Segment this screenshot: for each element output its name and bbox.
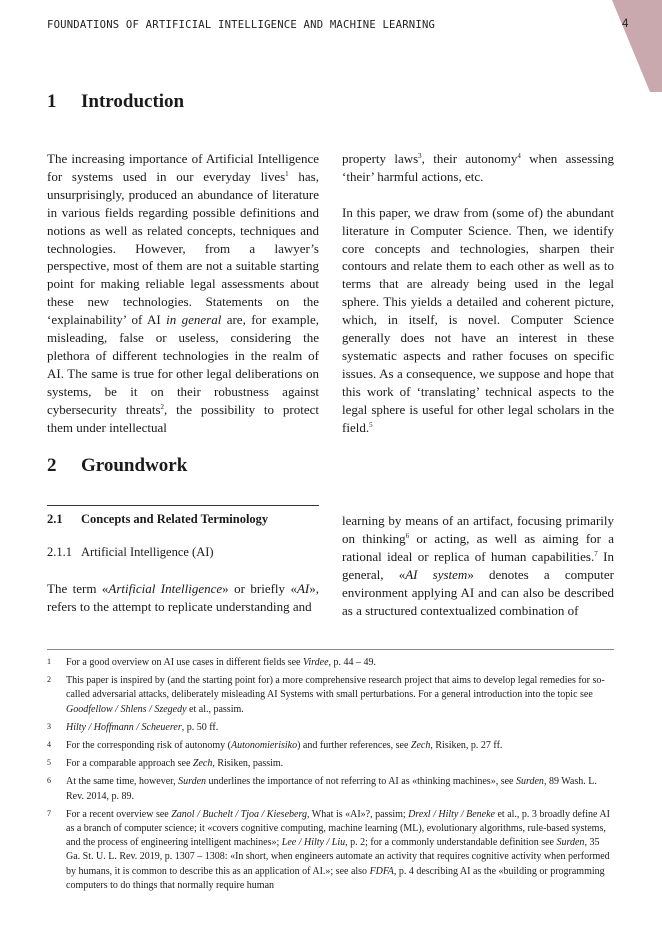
footnotes [47, 656, 614, 897]
paragraph: The increasing importance of Artificial Intelligence for systems used in our everyday lives$^1$ has, unsurprisingly, produced an abundance of literature in various fields regarding possible definitions and notions as well as related concepts, techniques and technologies. However, from a lawyer’s perspective, most of them are not a suitable starting point for making reliable legal assessments about these new technologies. Statements on the ‘explainability’ of AI in general are, for example, misleading, false or useless, considering the plethora of different technologies in the realm of AI. The same is true for other legal deliberations on systems, be it on their robustness against cybersecurity threats$^2$, the possibility to protect them under intellectual [47, 151, 320, 435]
page-number: 4 [622, 18, 629, 30]
section-title: Groundwork [81, 455, 188, 476]
footnote: 5 For a comparable approach see Zech, Risiken, passim. [47, 758, 284, 770]
section-1-heading [47, 91, 184, 113]
footnote-ref[interactable]: 4 [517, 152, 521, 160]
section-2-heading [47, 455, 187, 477]
footnote-ref[interactable]: 2 [160, 402, 165, 411]
footnote: 3 Hilty / Hoffmann / Scheuerer, p. 50 ff. [47, 721, 219, 733]
subsubsection-heading: 2.1.1 Artificial Intelligence (AI) [47, 545, 214, 559]
paragraph: learning by means of an artifact, focusing primarily on thinking$^6$ or acting, as well as aiming for a rational ideal or replica of human capabilities.$^7$ In general, «AI system» denotes a computer environment applying AI and can also be described as a structured contextualized combination of [342, 513, 614, 618]
section-number: 1 [47, 91, 57, 112]
intro-right-column [342, 150, 614, 436]
footnote: 4 For the corresponding risk of autonomy (Autonomierisiko) and further references, see Zech, Risiken, p. 27 ff. [47, 740, 503, 752]
footnote-separator [47, 649, 614, 650]
groundwork-left-column [47, 580, 319, 616]
groundwork-right-column [342, 512, 614, 619]
paragraph: property laws$^3$, their autonomy$^4$ when assessing ‘their’ harmful actions, etc. [342, 151, 614, 184]
footnote: 7 For a recent overview see Zanol / Buchelt / Tjoa / Kieseberg, What is «AI»?, passim; Drexl / Hilty / Beneke et al., p. 3 broadly define AI as a branch of computer science; it «covers cognitive computing, machine learning (ML), evolutionary algorithms, rule-based systems, and the process of engineering intelligent machines»; Lee / Hilty / Liu, p. 2; for a commonly understandable definition see Surden, 35 Ga. St. U. L. Rev. 2019, p. 1307 – 1308: «In short, when engineers automate an activity that requires cognitive activity when performed by humans, it is common to describe this as an application of AI.»; see also FDFA, p. 4 describing AI as the «building or programming computers to do things that normally require human [47, 808, 610, 891]
subsection-rule [47, 505, 319, 506]
section-title: Introduction [81, 91, 185, 112]
footnote: 6 At the same time, however, Surden underlines the importance of not referring to AI as «thinking machines», see Surden, 89 Wash. L. Rev. 2014, p. 89. [47, 776, 597, 802]
paragraph: In this paper, we draw from (some of) the abundant literature in Computer Science. Then, we identify core concepts and technologies, sharpen their contours and relate them to each other as well as to terms that are already being used in the legal sphere. This yields a detailed and coherent picture, which, in itself, is novel. Computer Science generally does not have an interest in these systematic aspects and rather focuses on specific issues. As a consequence, we suppose and hope that this work of ‘translating’ technical aspects to the legal sphere is useful for other legal scholars in the field.$^5$ [342, 204, 614, 435]
corner-tab-decoration [612, 0, 662, 92]
footnote-ref[interactable]: 5 [369, 420, 373, 429]
footnote-ref[interactable]: 6 [405, 531, 410, 540]
intro-left-column [47, 150, 319, 437]
running-header: FOUNDATIONS OF ARTIFICIAL INTELLIGENCE AND MACHINE LEARNING [47, 19, 436, 31]
paragraph: The term «Artificial Intelligence» or briefly «AI», refers to the attempt to replicate understanding and [47, 581, 319, 614]
section-number: 2 [47, 455, 57, 476]
footnote-ref[interactable]: 7 [594, 549, 598, 558]
footnote-ref[interactable]: 3 [418, 152, 422, 160]
footnote: 2 This paper is inspired by (and the starting point for) a more comprehensive research project that aims to develop legal remedies for so-called adversarial attacks, deliberately misleading AI Systems with small perturbations. For a general introduction into the topic see Goodfellow / Shlens / Szegedy et al., passim. [47, 675, 605, 715]
subsection-heading: 2.1 Concepts and Related Terminology [47, 512, 269, 526]
footnote-ref[interactable]: 1 [285, 169, 289, 178]
footnote: 1 For a good overview on AI use cases in different fields see Virdee, p. 44 – 49. [47, 657, 377, 668]
